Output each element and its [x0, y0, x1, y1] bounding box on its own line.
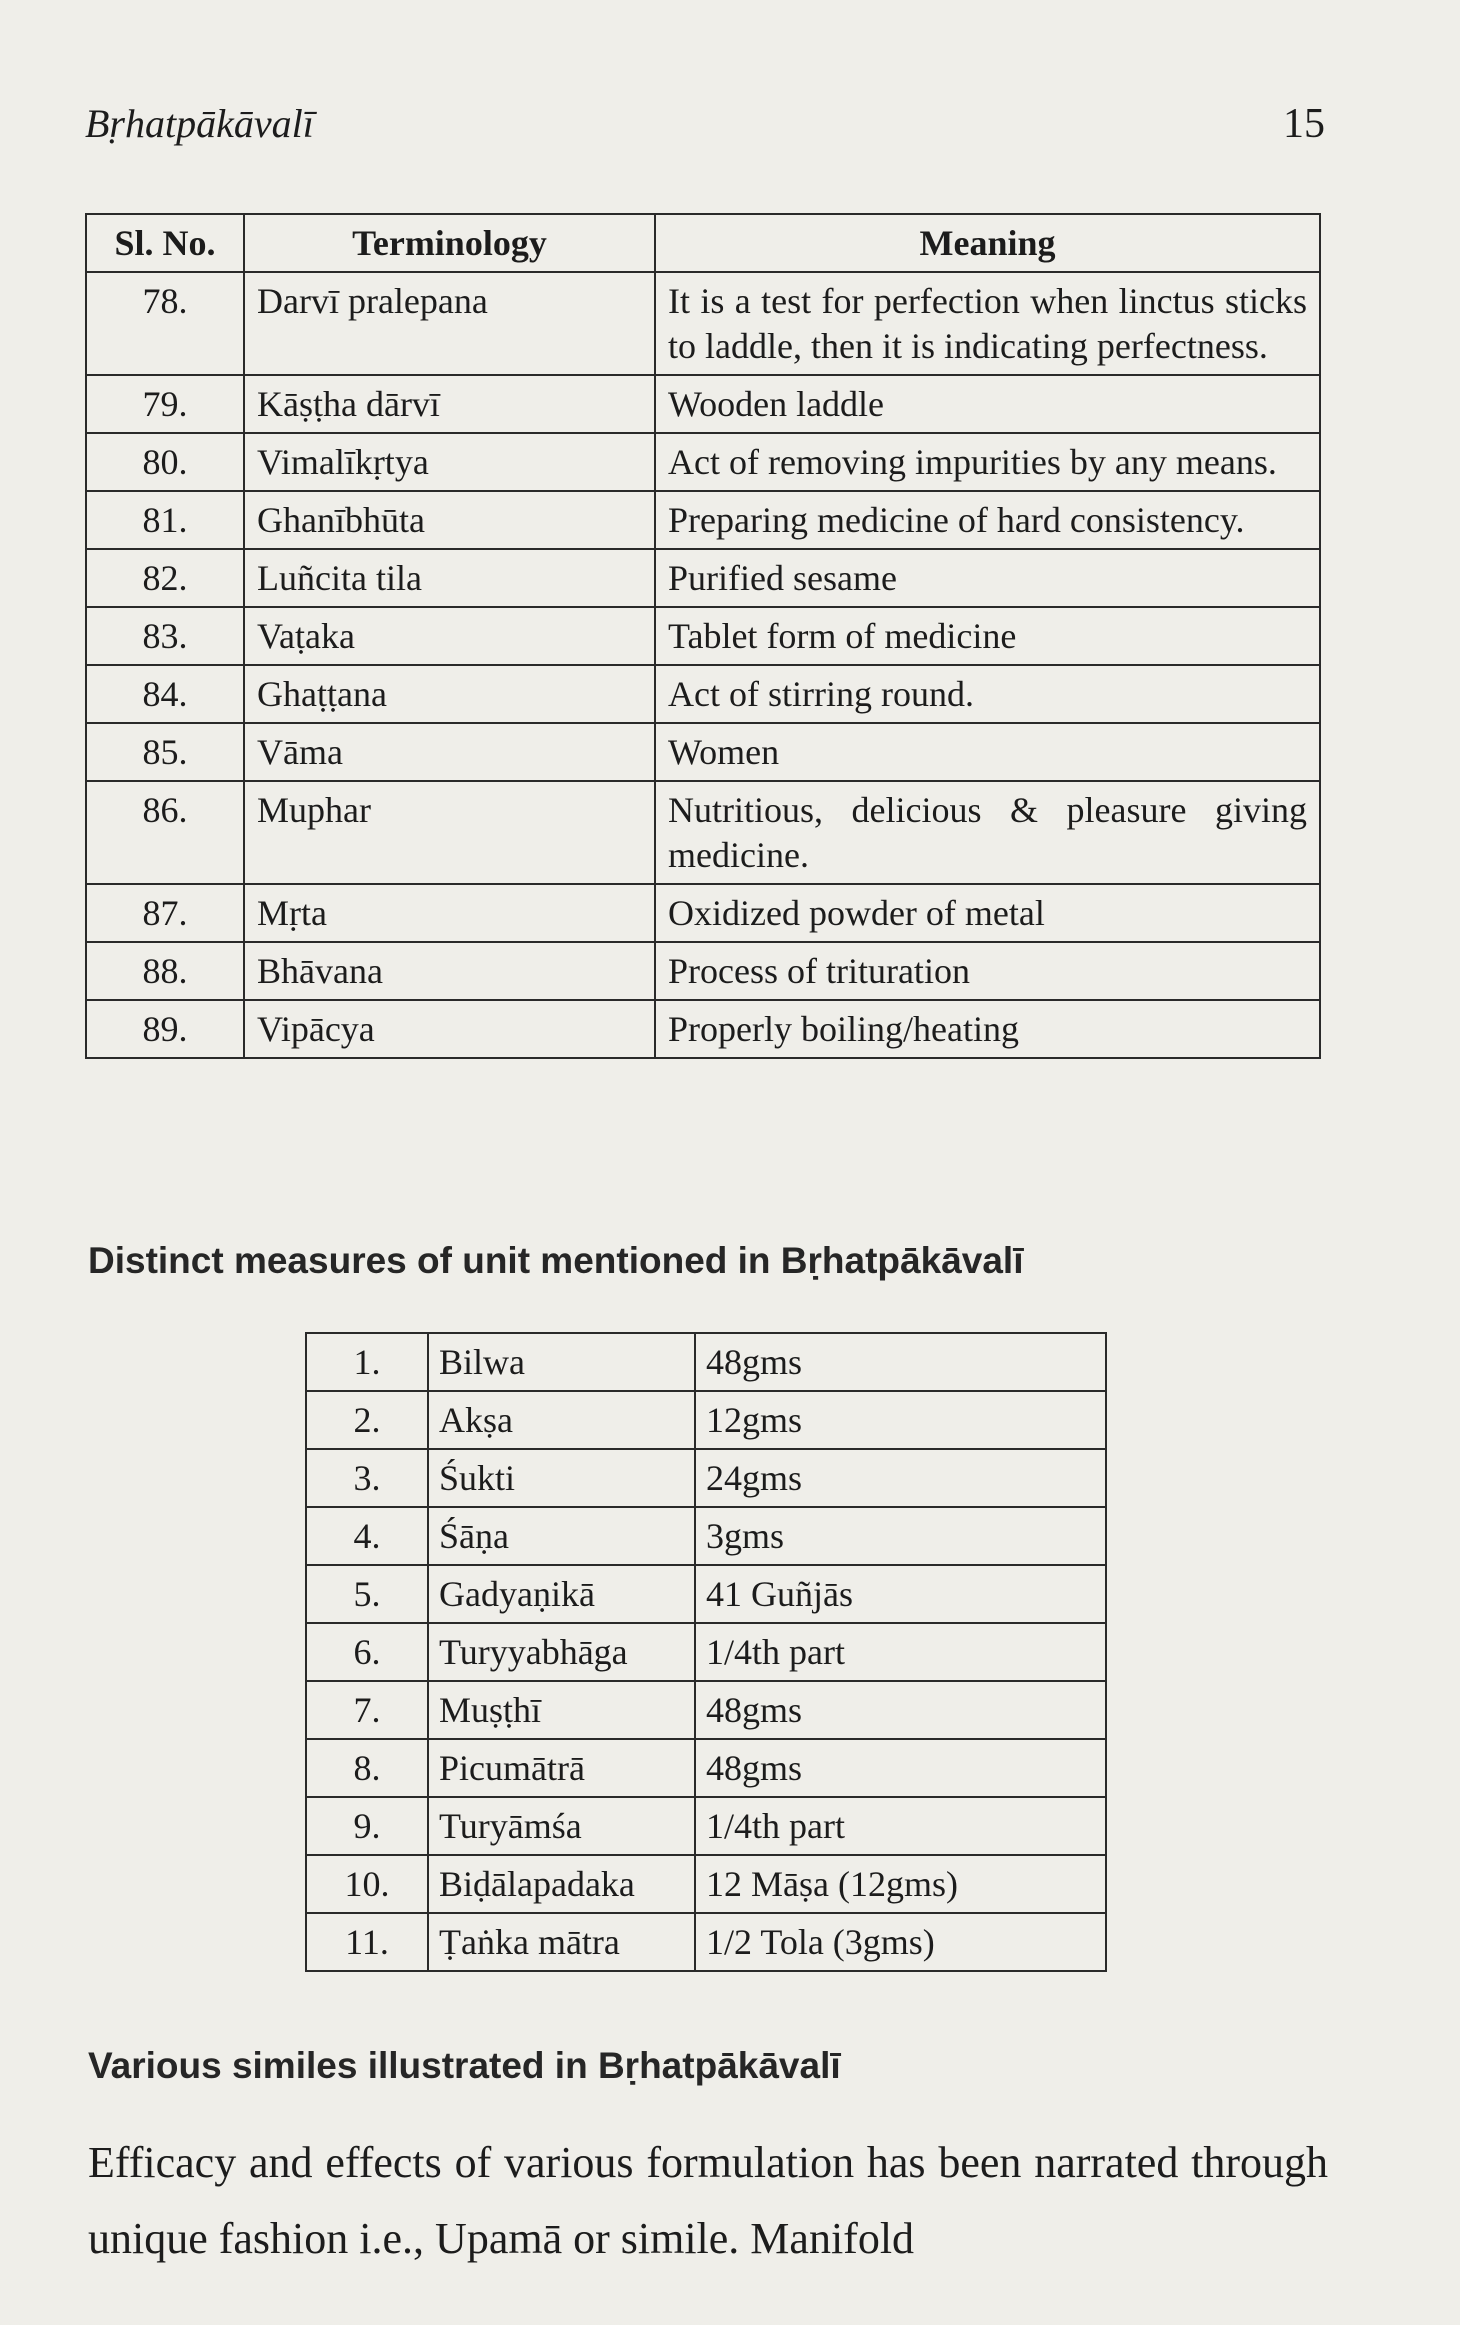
terminology-cell: Luñcita tila — [244, 549, 655, 607]
table-row — [86, 723, 1320, 781]
measure-number-cell: 8. — [306, 1739, 428, 1797]
meaning-cell: Wooden laddle — [655, 375, 1320, 433]
measure-value-cell: 48gms — [695, 1333, 1106, 1391]
measure-number-cell: 1. — [306, 1333, 428, 1391]
meaning-cell: Nutritious, delicious & pleasure giving medicine. — [655, 781, 1320, 884]
measure-name-cell: Śāṇa — [428, 1507, 695, 1565]
measures-heading: Distinct measures of unit mentioned in Bṛhatpākāvalī — [88, 1240, 1024, 1281]
measure-name-cell: Biḍālapadaka — [428, 1855, 695, 1913]
measure-number-cell: 5. — [306, 1565, 428, 1623]
meaning-cell: Oxidized powder of metal — [655, 884, 1320, 942]
sl-no-cell: 84. — [86, 665, 244, 723]
table-row — [306, 1739, 1106, 1797]
table-row — [306, 1681, 1106, 1739]
table-row — [86, 375, 1320, 433]
meaning-cell: Women — [655, 723, 1320, 781]
sl-no-cell: 86. — [86, 781, 244, 884]
measure-number-cell: 11. — [306, 1913, 428, 1971]
measure-value-cell: 1/4th part — [695, 1797, 1106, 1855]
table-row — [306, 1623, 1106, 1681]
terminology-cell: Bhāvana — [244, 942, 655, 1000]
measure-value-cell: 41 Guñjās — [695, 1565, 1106, 1623]
measure-name-cell: Gadyaṇikā — [428, 1565, 695, 1623]
meaning-cell: Tablet form of medicine — [655, 607, 1320, 665]
terminology-cell: Mṛta — [244, 884, 655, 942]
table-row — [306, 1797, 1106, 1855]
sl-no-cell: 89. — [86, 1000, 244, 1058]
measure-value-cell: 48gms — [695, 1739, 1106, 1797]
column-header-terminology: Terminology — [244, 214, 655, 272]
measure-name-cell: Turyyabhāga — [428, 1623, 695, 1681]
measure-number-cell: 6. — [306, 1623, 428, 1681]
table-row — [306, 1333, 1106, 1391]
terminology-cell: Vimalīkṛtya — [244, 433, 655, 491]
measure-number-cell: 7. — [306, 1681, 428, 1739]
sl-no-cell: 85. — [86, 723, 244, 781]
measure-name-cell: Śukti — [428, 1449, 695, 1507]
measure-value-cell: 24gms — [695, 1449, 1106, 1507]
table-row — [86, 433, 1320, 491]
measure-value-cell: 3gms — [695, 1507, 1106, 1565]
table-header-row — [86, 214, 1320, 272]
terminology-table — [85, 213, 1321, 1059]
meaning-cell: Preparing medicine of hard consistency. — [655, 491, 1320, 549]
sl-no-cell: 82. — [86, 549, 244, 607]
table-row — [306, 1391, 1106, 1449]
sl-no-cell: 81. — [86, 491, 244, 549]
measure-value-cell: 48gms — [695, 1681, 1106, 1739]
meaning-cell: Act of stirring round. — [655, 665, 1320, 723]
terminology-cell: Vaṭaka — [244, 607, 655, 665]
table-row — [306, 1449, 1106, 1507]
measure-name-cell: Picumātrā — [428, 1739, 695, 1797]
sl-no-cell: 87. — [86, 884, 244, 942]
measures-table — [305, 1332, 1107, 1972]
sl-no-cell: 79. — [86, 375, 244, 433]
measure-number-cell: 3. — [306, 1449, 428, 1507]
meaning-cell: It is a test for perfection when linctus sticks to laddle, then it is indicating perfectness. — [655, 272, 1320, 375]
table-row — [306, 1855, 1106, 1913]
table-row — [306, 1507, 1106, 1565]
table-row — [306, 1565, 1106, 1623]
similes-heading: Various similes illustrated in Bṛhatpākāvalī — [88, 2045, 841, 2086]
measure-number-cell: 10. — [306, 1855, 428, 1913]
measure-name-cell: Turyāmśa — [428, 1797, 695, 1855]
table-row — [86, 549, 1320, 607]
measure-name-cell: Ṭaṅka mātra — [428, 1913, 695, 1971]
meaning-cell: Act of removing impurities by any means. — [655, 433, 1320, 491]
terminology-cell: Ghanībhūta — [244, 491, 655, 549]
terminology-cell: Vipācya — [244, 1000, 655, 1058]
running-title: Bṛhatpākāvalī — [85, 101, 314, 146]
measure-number-cell: 4. — [306, 1507, 428, 1565]
terminology-cell: Ghaṭṭana — [244, 665, 655, 723]
table-row — [86, 607, 1320, 665]
sl-no-cell: 78. — [86, 272, 244, 375]
sl-no-cell: 83. — [86, 607, 244, 665]
measure-value-cell: 12 Māṣa (12gms) — [695, 1855, 1106, 1913]
measure-value-cell: 1/2 Tola (3gms) — [695, 1913, 1106, 1971]
terminology-cell: Muphar — [244, 781, 655, 884]
table-row — [86, 272, 1320, 375]
measure-name-cell: Muṣṭhī — [428, 1681, 695, 1739]
table-row — [306, 1913, 1106, 1971]
measure-value-cell: 12gms — [695, 1391, 1106, 1449]
table-row — [86, 942, 1320, 1000]
meaning-cell: Properly boiling/heating — [655, 1000, 1320, 1058]
meaning-cell: Process of trituration — [655, 942, 1320, 1000]
measure-name-cell: Bilwa — [428, 1333, 695, 1391]
sl-no-cell: 80. — [86, 433, 244, 491]
table-row — [86, 884, 1320, 942]
measure-number-cell: 9. — [306, 1797, 428, 1855]
page-number: 15 — [1283, 101, 1325, 147]
terminology-cell: Kāṣṭha dārvī — [244, 375, 655, 433]
meaning-cell: Purified sesame — [655, 549, 1320, 607]
sl-no-cell: 88. — [86, 942, 244, 1000]
measure-value-cell: 1/4th part — [695, 1623, 1106, 1681]
table-row — [86, 781, 1320, 884]
table-row — [86, 491, 1320, 549]
column-header-sl-no: Sl. No. — [86, 214, 244, 272]
measure-name-cell: Akṣa — [428, 1391, 695, 1449]
page-header — [85, 100, 1325, 160]
table-row — [86, 1000, 1320, 1058]
measure-number-cell: 2. — [306, 1391, 428, 1449]
table-row — [86, 665, 1320, 723]
column-header-meaning: Meaning — [655, 214, 1320, 272]
similes-paragraph: Efficacy and effects of various formulation has been narrated through unique fashion i.e., Upamā or simile. Manifold — [88, 2138, 1328, 2263]
terminology-cell: Darvī pralepana — [244, 272, 655, 375]
terminology-cell: Vāma — [244, 723, 655, 781]
